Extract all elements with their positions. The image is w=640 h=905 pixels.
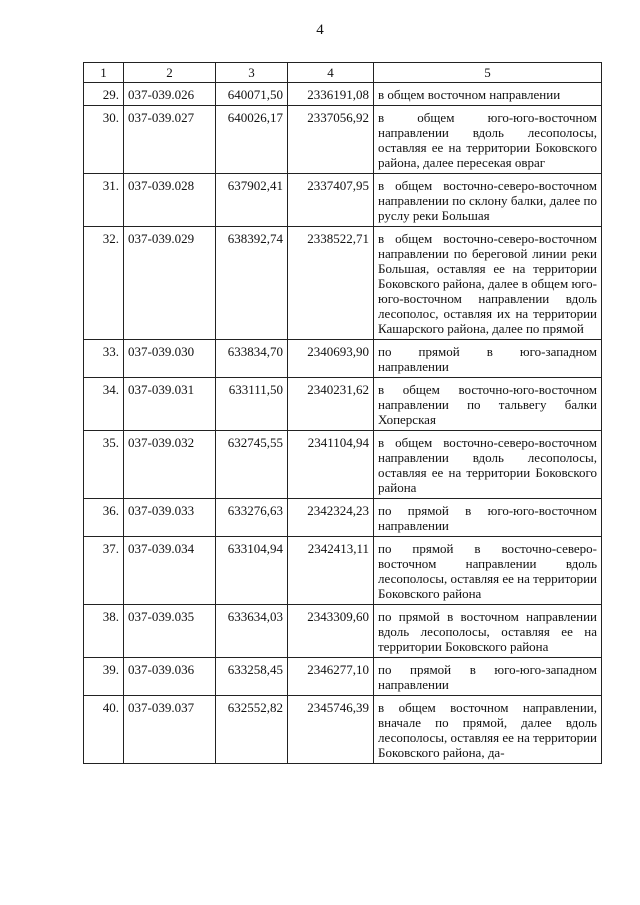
- table-row: [84, 83, 602, 106]
- table-row: [84, 174, 602, 227]
- row-number-cell: 33.: [84, 340, 124, 378]
- direction-description-cell: в общем восточно-северо-восточном направлении по береговой линии реки Большая, оставляя ее на территории Боковского района, далее в общем юго-юго-восточном направлении вдоль лесополос, оставляя их на территории Кашарского района, далее по прямой: [374, 227, 602, 340]
- column-header-4: 4: [288, 63, 374, 83]
- point-code-cell: 037-039.027: [124, 106, 216, 174]
- table-row: [84, 658, 602, 696]
- table-row: [84, 537, 602, 605]
- table-row: [84, 499, 602, 537]
- row-number-cell: 32.: [84, 227, 124, 340]
- point-code-cell: 037-039.037: [124, 696, 216, 764]
- direction-description-cell: в общем восточном направлении: [374, 83, 602, 106]
- row-number-cell: 31.: [84, 174, 124, 227]
- direction-description-cell: по прямой в восточно-северо-восточном направлении вдоль лесополосы, оставляя ее на территории Боковского района: [374, 537, 602, 605]
- row-number-cell: 36.: [84, 499, 124, 537]
- column-header-1: 1: [84, 63, 124, 83]
- row-number-cell: 37.: [84, 537, 124, 605]
- row-number-cell: 29.: [84, 83, 124, 106]
- table-row: [84, 431, 602, 499]
- y-coordinate-cell: 2336191,08: [288, 83, 374, 106]
- row-number-cell: 39.: [84, 658, 124, 696]
- x-coordinate-cell: 632745,55: [216, 431, 288, 499]
- point-code-cell: 037-039.031: [124, 378, 216, 431]
- x-coordinate-cell: 640026,17: [216, 106, 288, 174]
- direction-description-cell: в общем восточно-северо-восточном направлении вдоль лесополосы, оставляя ее на территории Боковского района: [374, 431, 602, 499]
- column-header-5: 5: [374, 63, 602, 83]
- y-coordinate-cell: 2340231,62: [288, 378, 374, 431]
- table-row: [84, 378, 602, 431]
- x-coordinate-cell: 633111,50: [216, 378, 288, 431]
- y-coordinate-cell: 2337407,95: [288, 174, 374, 227]
- column-header-3: 3: [216, 63, 288, 83]
- point-code-cell: 037-039.033: [124, 499, 216, 537]
- y-coordinate-cell: 2342413,11: [288, 537, 374, 605]
- direction-description-cell: в общем восточно-юго-восточном направлении по тальвегу балки Хоперская: [374, 378, 602, 431]
- x-coordinate-cell: 633834,70: [216, 340, 288, 378]
- point-code-cell: 037-039.030: [124, 340, 216, 378]
- point-code-cell: 037-039.034: [124, 537, 216, 605]
- direction-description-cell: в общем восточно-северо-восточном направлении по склону балки, далее по руслу реки Большая: [374, 174, 602, 227]
- table-row: [84, 340, 602, 378]
- y-coordinate-cell: 2337056,92: [288, 106, 374, 174]
- x-coordinate-cell: 633258,45: [216, 658, 288, 696]
- column-header-2: 2: [124, 63, 216, 83]
- table-row: [84, 227, 602, 340]
- table-row: [84, 106, 602, 174]
- y-coordinate-cell: 2346277,10: [288, 658, 374, 696]
- point-code-cell: 037-039.026: [124, 83, 216, 106]
- table-row: [84, 605, 602, 658]
- direction-description-cell: в общем юго-юго-восточном направлении вдоль лесополосы, оставляя ее на территории Боковского района, далее пересекая овраг: [374, 106, 602, 174]
- x-coordinate-cell: 632552,82: [216, 696, 288, 764]
- x-coordinate-cell: 633276,63: [216, 499, 288, 537]
- direction-description-cell: по прямой в юго-юго-восточном направлении: [374, 499, 602, 537]
- y-coordinate-cell: 2338522,71: [288, 227, 374, 340]
- point-code-cell: 037-039.035: [124, 605, 216, 658]
- x-coordinate-cell: 637902,41: [216, 174, 288, 227]
- y-coordinate-cell: 2343309,60: [288, 605, 374, 658]
- row-number-cell: 40.: [84, 696, 124, 764]
- x-coordinate-cell: 633104,94: [216, 537, 288, 605]
- y-coordinate-cell: 2342324,23: [288, 499, 374, 537]
- direction-description-cell: по прямой в восточном направлении вдоль лесополосы, оставляя ее на территории Боковского района: [374, 605, 602, 658]
- table-body: [84, 83, 602, 764]
- x-coordinate-cell: 638392,74: [216, 227, 288, 340]
- table-header-row: [84, 63, 602, 83]
- table-row: [84, 696, 602, 764]
- y-coordinate-cell: 2340693,90: [288, 340, 374, 378]
- point-code-cell: 037-039.036: [124, 658, 216, 696]
- row-number-cell: 35.: [84, 431, 124, 499]
- y-coordinate-cell: 2345746,39: [288, 696, 374, 764]
- point-code-cell: 037-039.029: [124, 227, 216, 340]
- x-coordinate-cell: 633634,03: [216, 605, 288, 658]
- point-code-cell: 037-039.032: [124, 431, 216, 499]
- point-code-cell: 037-039.028: [124, 174, 216, 227]
- x-coordinate-cell: 640071,50: [216, 83, 288, 106]
- boundary-points-table: [83, 62, 602, 764]
- direction-description-cell: по прямой в юго-западном направлении: [374, 340, 602, 378]
- row-number-cell: 34.: [84, 378, 124, 431]
- y-coordinate-cell: 2341104,94: [288, 431, 374, 499]
- row-number-cell: 38.: [84, 605, 124, 658]
- direction-description-cell: по прямой в юго-юго-западном направлении: [374, 658, 602, 696]
- row-number-cell: 30.: [84, 106, 124, 174]
- direction-description-cell: в общем восточном направлении, вначале по прямой, далее вдоль лесополосы, оставляя ее на территории Боковского района, да-: [374, 696, 602, 764]
- page-number: 4: [316, 22, 324, 38]
